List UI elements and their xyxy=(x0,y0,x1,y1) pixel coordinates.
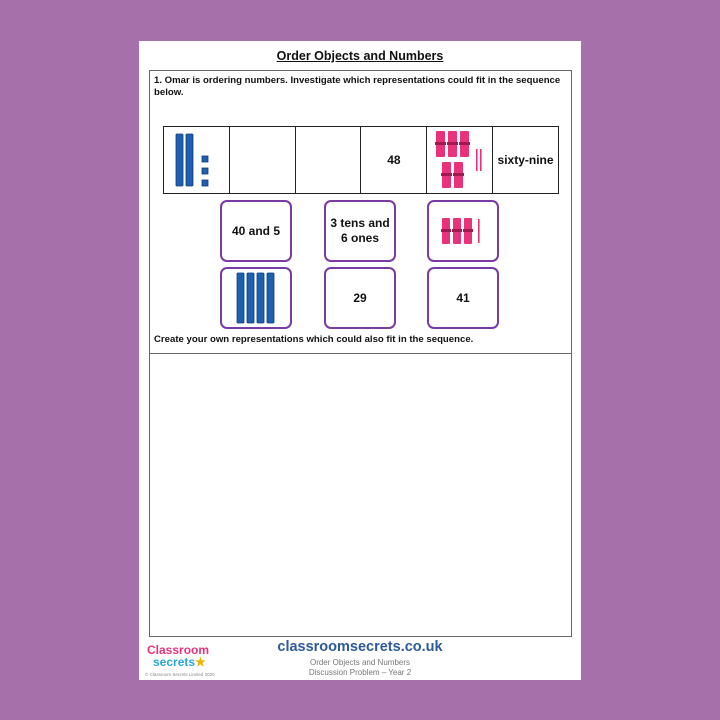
option-card-6[interactable]: 41 xyxy=(427,267,499,329)
footer-subtitle xyxy=(275,658,445,678)
sequence-cell-2 xyxy=(229,127,295,193)
base10-icon xyxy=(166,130,226,190)
footer-line-1: Order Objects and Numbers xyxy=(309,658,411,667)
sequence-cell-3 xyxy=(295,127,361,193)
worksheet-page xyxy=(139,41,581,680)
option-card-5[interactable]: 29 xyxy=(324,267,396,329)
copyright-text: © Classroom Secrets Limited 2020 xyxy=(145,672,215,677)
straw-bundles-icon xyxy=(430,129,490,191)
answer-divider xyxy=(150,353,571,354)
option-card-2[interactable]: 3 tens and 6 ones xyxy=(324,200,396,262)
logo-word-1: Classroom xyxy=(147,643,210,657)
logo-word-2: secrets★ xyxy=(153,655,206,669)
straw-bundles-icon xyxy=(438,214,488,248)
sequence-cell-5 xyxy=(426,127,492,193)
footer-url: classroomsecrets.co.uk xyxy=(277,639,443,655)
option-card-1[interactable]: 40 and 5 xyxy=(220,200,292,262)
sequence-cell-4: 48 xyxy=(360,127,426,193)
question-frame xyxy=(149,70,572,637)
sequence-cell-1 xyxy=(164,127,229,193)
base10-icon xyxy=(231,272,281,324)
create-prompt: Create your own representations which could also fit in the sequence. xyxy=(154,334,474,345)
option-card-4[interactable] xyxy=(220,267,292,329)
worksheet-title: Order Objects and Numbers xyxy=(276,49,444,63)
sequence-row xyxy=(163,126,559,194)
classroom-secrets-logo xyxy=(147,644,219,674)
footer-line-2: Discussion Problem – Year 2 xyxy=(308,668,412,677)
option-card-3[interactable] xyxy=(427,200,499,262)
sequence-cell-6: sixty-nine xyxy=(492,127,558,193)
question-text: 1. Omar is ordering numbers. Investigate which representations could fit in the sequence below. xyxy=(154,75,561,98)
